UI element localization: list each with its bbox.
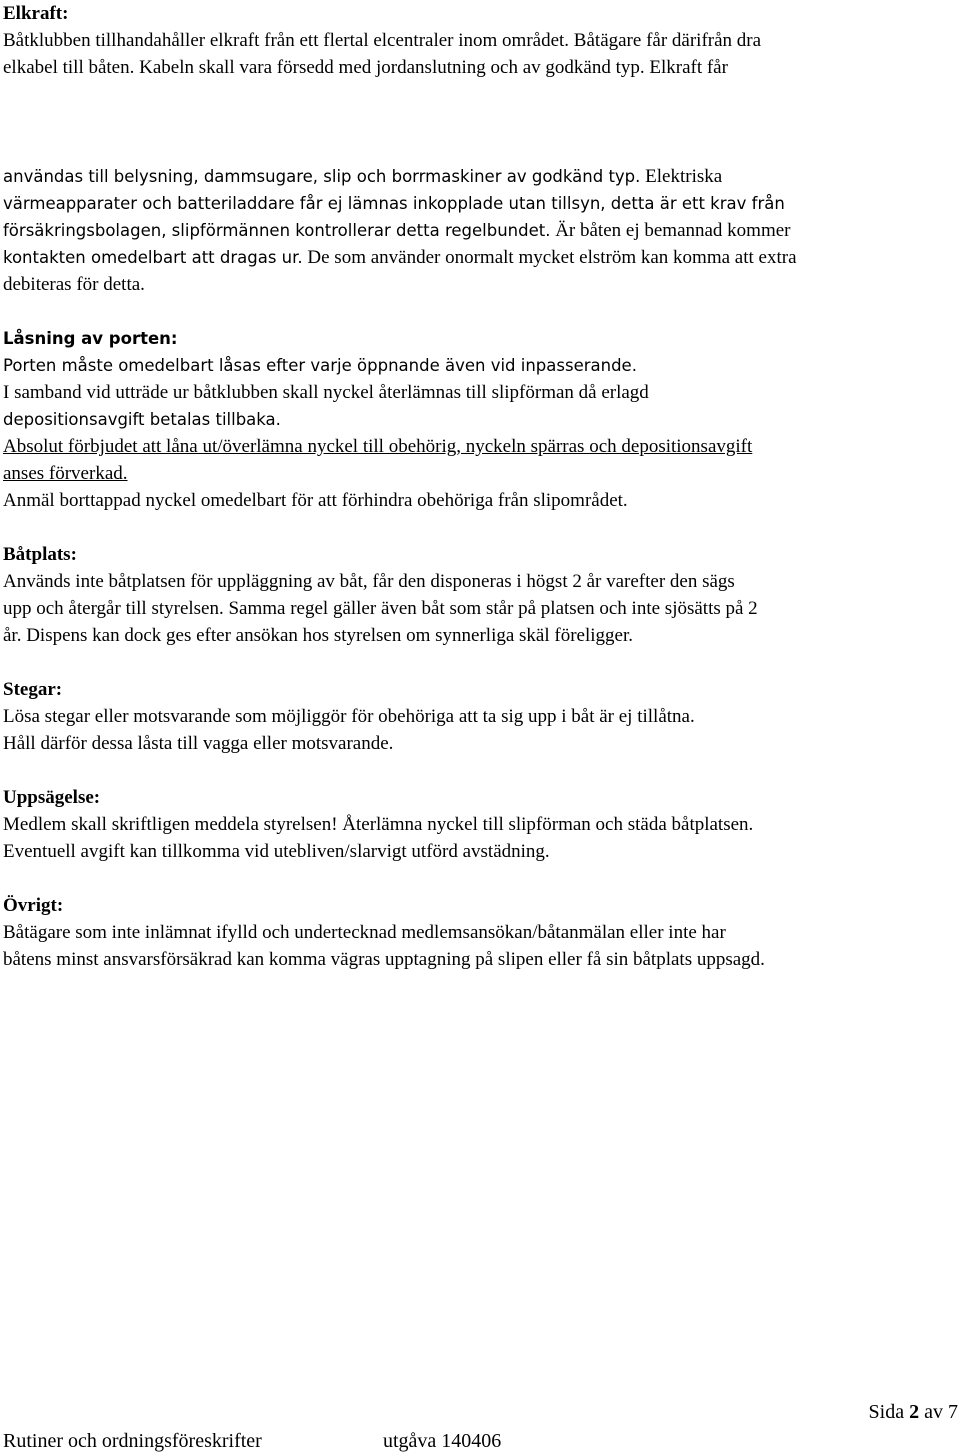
section-heading-elkraft: Elkraft: [3,3,69,24]
section-batplats [3,541,957,649]
section-ovrigt [3,892,957,973]
page-number-separator: av [919,1401,948,1423]
paragraph-line: Håll därför dessa låsta till vagga eller motsvarande. [3,733,394,754]
paragraph-line: Porten måste omedelbart låsas efter varje öppnande även vid inpasserande. [3,356,637,375]
paragraph-line: värmeapparater och batteriladdare får ej lämnas inkopplade utan tillsyn, detta är ett krav från [3,194,785,213]
section-heading-uppsagelse: Uppsägelse: [3,787,101,808]
paragraph-line: Båtklubben tillhandahåller elkraft från ett flertal elcentraler inom området. Båtägare får därifrån dra [3,30,762,51]
paragraph-line: Används inte båtplatsen för uppläggning av båt, får den disponeras i högst 2 år varefter den sägs [3,571,735,592]
paragraph-line [3,217,957,244]
spacer [3,757,957,784]
paragraph-text: användas till belysning, dammsugare, slip och borrmaskiner av godkänd typ. [3,167,641,186]
paragraph-text: De som använder onormalt mycket elström kan komma att extra [302,247,797,268]
paragraph-line: Anmäl borttappad nyckel omedelbart för att förhindra obehöriga från slipområdet. [3,490,628,511]
paragraph-line: Eventuell avgift kan tillkomma vid utebliven/slarvigt utförd avstädning. [3,841,550,862]
spacer [3,514,957,541]
spacer [3,298,957,325]
paragraph-line: Medlem skall skriftligen meddela styrelsen! Återlämna nyckel till slipförman och städa båtplatsen. [3,814,754,835]
section-elkraft [3,0,957,298]
paragraph-line: I samband vid utträde ur båtklubben skall nyckel återlämnas till slipförman då erlagd [3,382,649,403]
footer-document-title: Rutiner och ordningsföreskrifter [3,1430,262,1452]
paragraph-line: år. Dispens kan dock ges efter ansökan hos styrelsen om synnerliga skäl föreligger. [3,625,634,646]
section-heading-ovrigt: Övrigt: [3,895,64,916]
paragraph-text: Elektriska [640,166,723,187]
paragraph-line: upp och återgår till styrelsen. Samma regel gäller även båt som står på platsen och inte sjösätts på 2 [3,598,758,619]
page-number-prefix: Sida [868,1401,910,1423]
paragraph-text: försäkringsbolagen, slipförmännen kontrollerar detta regelbundet. [3,221,551,240]
paragraph-line: båtens minst ansvarsförsäkrad kan komma vägras upptagning på slipen eller få sin båtplats uppsagd. [3,949,765,970]
paragraph-line: elkabel till båten. Kabeln skall vara försedd med jordanslutning och av godkänd typ. Elkraft får [3,57,728,78]
underlined-warning-line: Absolut förbjudet att låna ut/överlämna nyckel till obehörig, nyckeln spärras och depositionsavgift [3,436,753,457]
section-heading-stegar: Stegar: [3,679,63,700]
spacer [3,865,957,892]
page-number-total: 7 [948,1401,958,1423]
section-lasning [3,325,957,514]
paragraph-line: Båtägare som inte inlämnat ifylld och undertecknad medlemsansökan/båtanmälan eller inte har [3,922,726,943]
section-stegar [3,676,957,757]
section-heading-batplats: Båtplats: [3,544,77,565]
spacer [3,81,957,163]
underlined-warning-line: anses förverkad. [3,463,128,484]
paragraph-line: depositionsavgift betalas tillbaka. [3,410,281,429]
paragraph-line [3,244,957,271]
paragraph-text: Är båten ej bemannad kommer [550,220,791,241]
document-page [3,0,957,973]
paragraph-text: kontakten omedelbart att dragas ur. [3,248,303,267]
page-number-current: 2 [909,1401,920,1423]
section-heading-lasning: Låsning av porten: [3,329,178,348]
spacer [3,649,957,676]
footer-edition: utgåva 140406 [383,1430,502,1452]
paragraph-line: Lösa stegar eller motsvarande som möjliggör för obehöriga att ta sig upp i båt är ej tillåtna. [3,706,695,727]
section-uppsagelse [3,784,957,865]
page-number [869,1399,958,1426]
paragraph-line: debiteras för detta. [3,274,145,295]
paragraph-line [3,163,957,190]
